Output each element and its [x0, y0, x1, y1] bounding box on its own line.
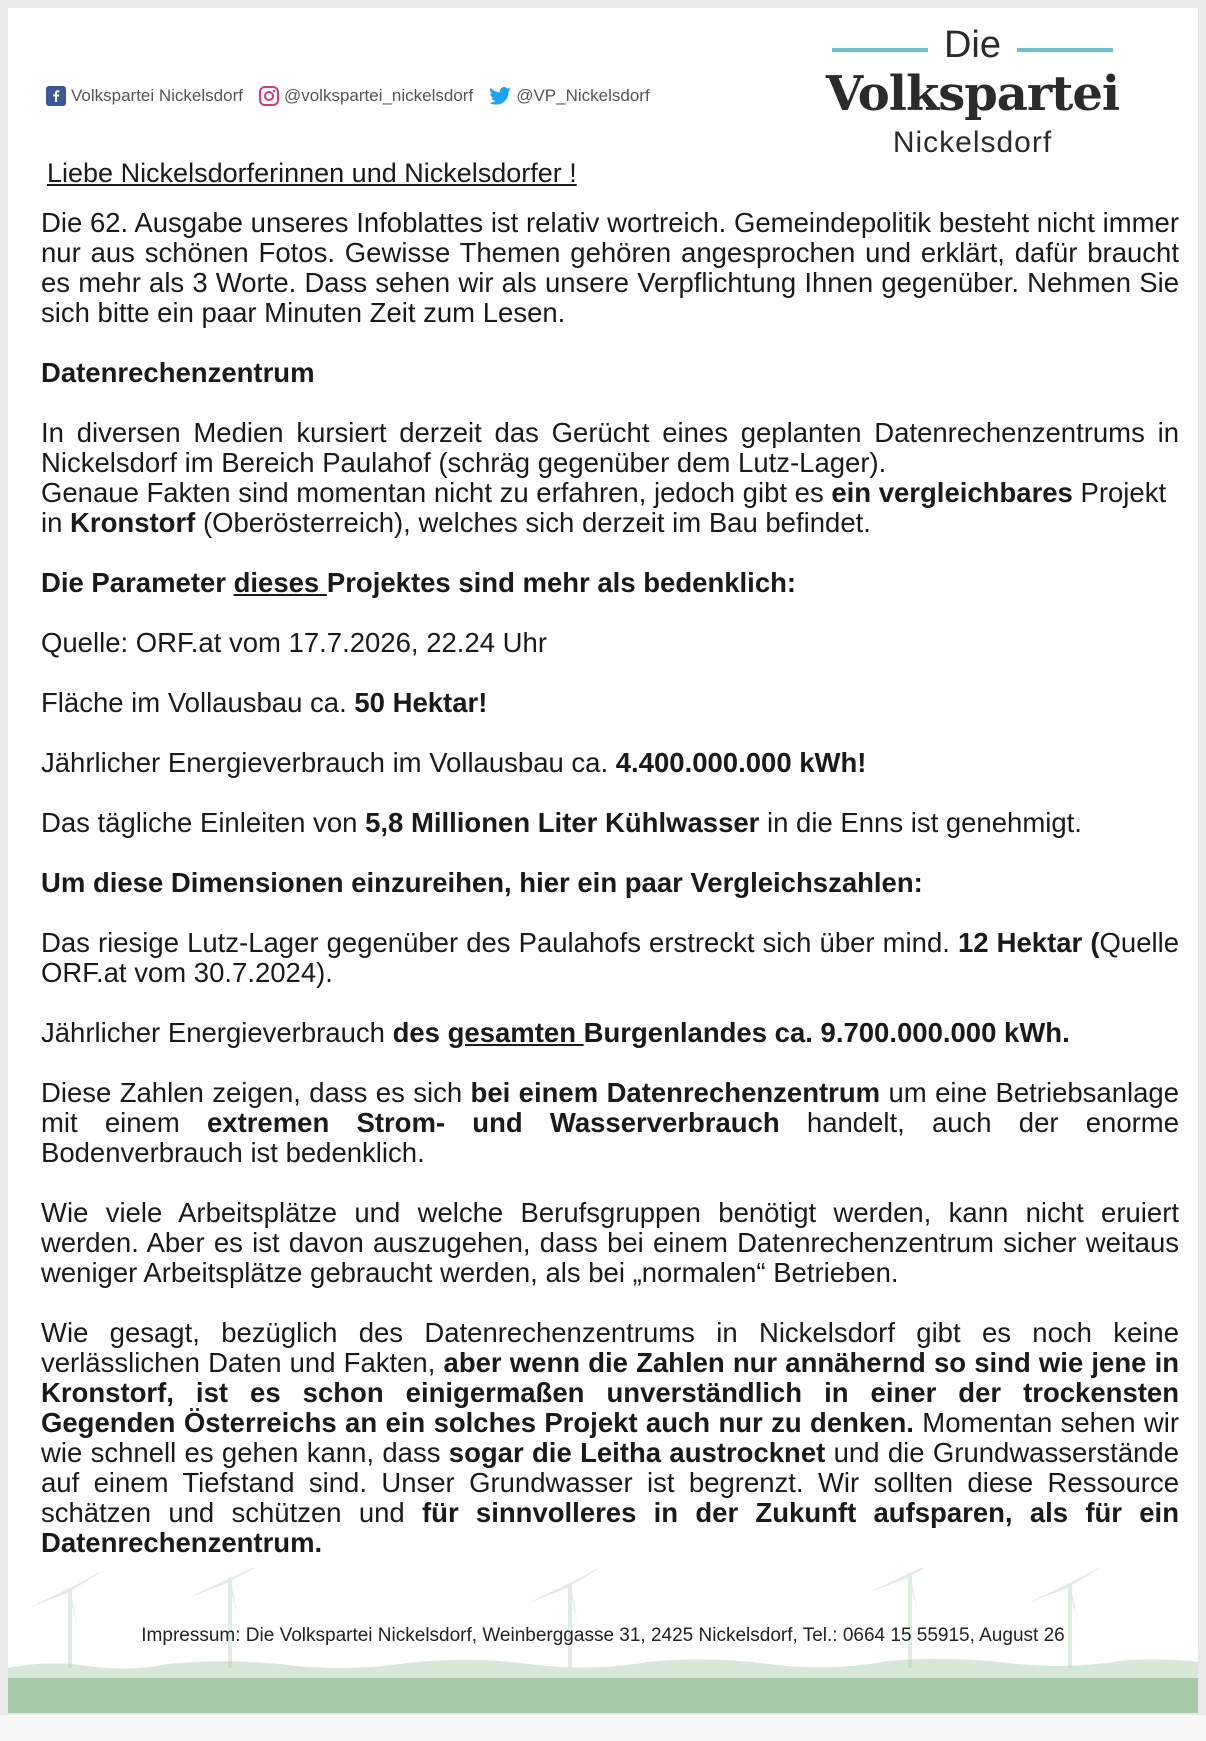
water-text-a: Das tägliche Einleiten von	[41, 807, 366, 838]
energy-text: Jährlicher Energieverbrauch im Vollausbau ca.	[41, 747, 616, 778]
flyer-page	[8, 8, 1198, 1713]
p3-bold-b: extremen Strom- und Wasserverbrauch	[206, 1107, 780, 1138]
greeting: Liebe Nickelsdorferinnen und Nickelsdorfer !	[47, 158, 577, 188]
lutz-value: 12 Hektar	[957, 927, 1083, 958]
comparison-project-paragraph	[41, 478, 1179, 538]
twitter-icon	[489, 87, 511, 105]
p5-bold-c: für sinnvolleres in der Zukunft aufsparen, als für ein Datenrechenzentrum.	[41, 1497, 1179, 1558]
burgenland-bold-a: des	[392, 1017, 448, 1048]
facebook-icon	[46, 86, 66, 106]
source-line: Quelle: ORF.at vom 17.7.2026, 22.24 Uhr	[41, 627, 547, 658]
p2-bold-a: ein vergleichbares	[831, 477, 1073, 508]
p5-bold-b: sogar die Leitha austrocknet	[448, 1437, 826, 1468]
logo-main-text: Volkspartei	[825, 66, 1120, 122]
twitter-label: @VP_Nickelsdorf	[516, 86, 650, 105]
p5-bold-a: aber wenn die Zahlen nur annähernd so sind wie jene in Kronstorf, ist es schon einigermaßen unverständlich in einer der trockensten Gegenden Österreichs an ein solches Projekt auch nur zu denken.	[41, 1347, 1180, 1438]
energy-line	[41, 748, 1179, 778]
area-text: Fläche im Vollausbau ca.	[41, 687, 355, 718]
bottom-strip	[0, 1715, 1206, 1741]
params-heading-a: Die Parameter	[41, 567, 234, 598]
energy-value: 4.400.000.000 kWh!	[615, 747, 867, 778]
lutz-paragraph	[41, 928, 1179, 988]
lutz-paren: (	[1090, 927, 1100, 958]
p5-text-a: Wie gesagt, bezüglich des Datenrechenzentrums in Nickelsdorf gibt es noch keine verlässlichen Daten und Fakten,	[41, 1317, 1179, 1378]
rumor-paragraph: In diversen Medien kursiert derzeit das Gerücht eines geplanten Datenrechenzentrums in Nickelsdorf im Bereich Paulahof (schräg gegenüber dem Lutz-Lager).	[41, 417, 1179, 478]
twitter-link[interactable]	[489, 86, 649, 106]
p2-text-c: (Oberösterreich), welches sich derzeit im Bau befindet.	[195, 507, 871, 538]
compare-heading: Um diese Dimensionen einzureihen, hier ein paar Vergleichszahlen:	[41, 867, 923, 898]
burgenland-text: Jährlicher Energieverbrauch	[41, 1017, 393, 1048]
lutz-text: Das riesige Lutz-Lager gegenüber des Paulahofs erstreckt sich über mind.	[41, 927, 958, 958]
p3-bold-a: bei einem Datenrechenzentrum	[470, 1077, 881, 1108]
p3-text-c: handelt, auch der enorme Bodenverbrauch ist bedenklich.	[41, 1107, 1179, 1168]
params-heading-underlined: dieses	[233, 567, 327, 598]
water-value: 5,8 Millionen Liter Kühlwasser	[365, 807, 760, 838]
wind-turbines-icon	[28, 1568, 1108, 1668]
instagram-label: @volkspartei_nickelsdorf	[283, 86, 474, 105]
p2-bold-kronstorf: Kronstorf	[70, 507, 196, 538]
params-heading-c: Projektes sind mehr als bedenklich:	[326, 567, 797, 598]
logo-sub-text: Nickelsdorf	[892, 126, 1053, 159]
params-heading	[41, 568, 1179, 598]
jobs-paragraph: Wie viele Arbeitsplätze und welche Berufsgruppen benötigt werden, kann nicht eruiert werden. Aber es ist davon auszugehen, dass bei einem Datenrechenzentrum sicher weitaus weniger Arbeitsplätze gebraucht werden, als bei „normalen“ Betrieben.	[41, 1197, 1179, 1288]
facebook-link[interactable]	[46, 86, 243, 106]
article-body	[41, 208, 1179, 1558]
logo-die-text: Die	[943, 24, 1002, 66]
social-links	[46, 86, 650, 106]
burgenland-line	[41, 1018, 1179, 1048]
area-value: 50 Hektar!	[354, 687, 488, 718]
instagram-icon	[259, 86, 279, 106]
water-text-b: in die Enns ist genehmigt.	[759, 807, 1082, 838]
impressum: Impressum: Die Volkspartei Nickelsdorf, Weinberggasse 31, 2425 Nickelsdorf, Tel.: 0664 15 55915, August 26	[141, 1625, 1065, 1646]
burgenland-value: Burgenlandes ca. 9.700.000.000 kWh.	[583, 1017, 1070, 1048]
p3-text-a: Diese Zahlen zeigen, dass es sich	[41, 1077, 471, 1108]
lutz-source: Quelle ORF.at vom 30.7.2024).	[41, 927, 1180, 988]
p5-text-b: Momentan sehen wir wie schnell es gehen kann, dass	[41, 1407, 1179, 1468]
conclusion-paragraph	[41, 1318, 1179, 1558]
p2-text-b: Projekt in	[41, 477, 1167, 538]
facebook-label: Volkspartei Nickelsdorf	[71, 86, 243, 105]
area-line	[41, 688, 1179, 718]
instagram-link[interactable]	[259, 86, 473, 106]
p2-text-a: Genaue Fakten sind momentan nicht zu erfahren, jedoch gibt es	[41, 477, 832, 508]
intro-paragraph: Die 62. Ausgabe unseres Infoblattes ist relativ wortreich. Gemeindepolitik besteht nicht immer nur aus schönen Fotos. Gewisse Themen gehören angesprochen und erklärt, dafür braucht es mehr als 3 Worte. Dass sehen wir als unsere Verpflichtung Ihnen gegenüber. Nehmen Sie sich bitte ein paar Minuten Zeit zum Lesen.	[41, 207, 1179, 328]
party-logo	[820, 24, 1125, 164]
p3-text-b: um eine Betriebsanlage mit einem	[41, 1077, 1179, 1138]
section-title: Datenrechenzentrum	[41, 357, 315, 388]
burgenland-underlined: gesamten	[447, 1017, 584, 1048]
numbers-paragraph	[41, 1078, 1179, 1168]
p5-text-c: und die Grundwasserstände auf einem Tiefstand sind. Unser Grundwasser ist begrenzt. Wir sollten diese Ressource schätzen und schützen und	[41, 1437, 1179, 1528]
water-line	[41, 808, 1179, 838]
